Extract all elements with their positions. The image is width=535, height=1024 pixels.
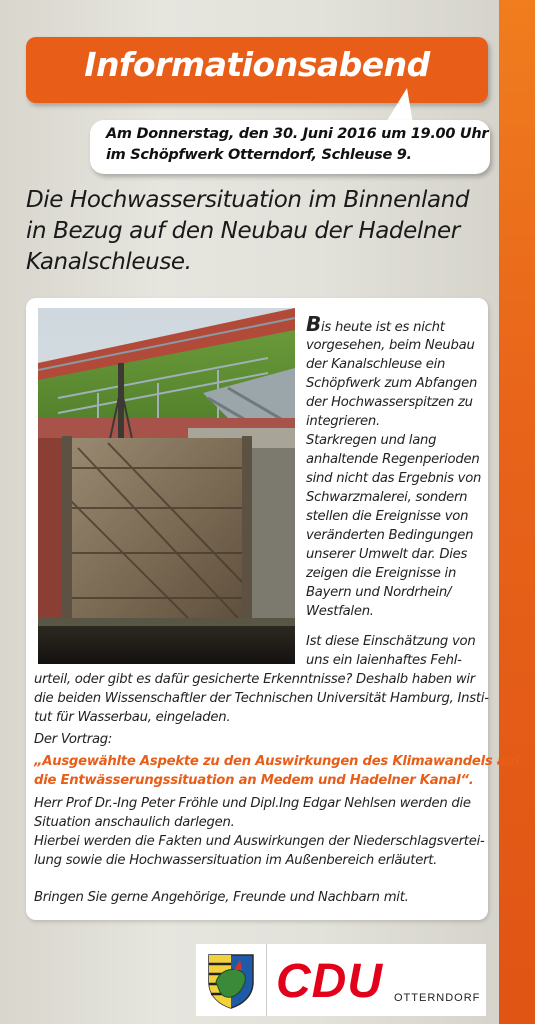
vortrag-label: Der Vortrag: <box>34 732 113 747</box>
body-line: Schöpfwerk zum Abfangen <box>306 376 478 391</box>
body-line: Bis heute ist es nicht <box>306 312 445 336</box>
body-line: Ist diese Einschätzung von <box>306 634 476 649</box>
footer-divider <box>266 944 267 1016</box>
body-line: anhaltende Regenperioden <box>306 452 480 467</box>
body-line: der Hochwasserspitzen zu <box>306 395 473 410</box>
body-line: Bayern und Nordrhein/ <box>306 585 452 600</box>
body-line: veränderten Bedingungen <box>306 528 474 543</box>
body-line: Starkregen und lang <box>306 433 437 448</box>
drop-cap: B <box>306 312 321 336</box>
footer-logos <box>196 944 486 1016</box>
body-line: urteil, oder gibt es dafür gesicherte Erkenntnisse? Deshalb haben wir <box>34 672 475 687</box>
body-line: stellen die Ereignisse von <box>306 509 469 524</box>
body-line: Schwarzmalerei, sondern <box>306 490 468 505</box>
cdu-location: OTTERNDORF <box>394 992 481 1004</box>
sluice-gate-photo <box>38 308 295 664</box>
body-line: die beiden Wissenschaftler der Technischen Universität Hamburg, Insti- <box>34 691 489 706</box>
body-line: integrieren. <box>306 414 380 429</box>
body-line: sind nicht das Ergebnis von <box>306 471 482 486</box>
headline-line: Die Hochwassersituation im Binnenland <box>26 187 470 213</box>
body-line: tut für Wasserbau, eingeladen. <box>34 710 231 725</box>
body-line: der Kanalschleuse ein <box>306 357 446 372</box>
orange-side-bar <box>499 0 535 1024</box>
coat-of-arms-icon <box>206 952 256 1010</box>
vortrag-title: die Entwässerungssituation an Medem und Hadelner Kanal“. <box>34 773 474 788</box>
vortrag-title: „Ausgewählte Aspekte zu den Auswirkungen des Klimawandels auf <box>34 754 521 769</box>
body-line: Herr Prof Dr.-Ing Peter Fröhle und Dipl.Ing Edgar Nehlsen werden die <box>34 796 471 811</box>
body-line: unserer Umwelt dar. Dies <box>306 547 468 562</box>
location-line: im Schöpfwerk Otterndorf, Schleuse 9. <box>106 147 412 163</box>
content-box <box>26 298 521 920</box>
body-line: vorgesehen, beim Neubau <box>306 338 475 353</box>
headline-line: in Bezug auf den Neubau der Hadelner <box>26 218 460 244</box>
body-line: zeigen die Ereignisse in <box>306 566 457 581</box>
title-bubble <box>26 37 488 103</box>
date-bubble <box>90 120 490 174</box>
headline <box>26 185 496 278</box>
page-title: Informationsabend <box>84 45 430 84</box>
date-line: Am Donnerstag, den 30. Juni 2016 um 19.00 Uhr <box>106 126 489 142</box>
cdu-logo: CDU <box>276 955 383 1008</box>
speech-bubble-tail <box>385 88 413 124</box>
body-line: Situation anschaulich darlegen. <box>34 815 235 830</box>
closing-line: Bringen Sie gerne Angehörige, Freunde und Nachbarn mit. <box>34 890 409 905</box>
headline-line: Kanalschleuse. <box>26 249 192 275</box>
body-line: Westfalen. <box>306 604 374 619</box>
body-line: lung sowie die Hochwassersituation im Außenbereich erläutert. <box>34 853 438 868</box>
body-line: Hierbei werden die Fakten und Auswirkungen der Niederschlagsvertei- <box>34 834 485 849</box>
body-line: uns ein laienhaftes Fehl- <box>306 653 462 668</box>
